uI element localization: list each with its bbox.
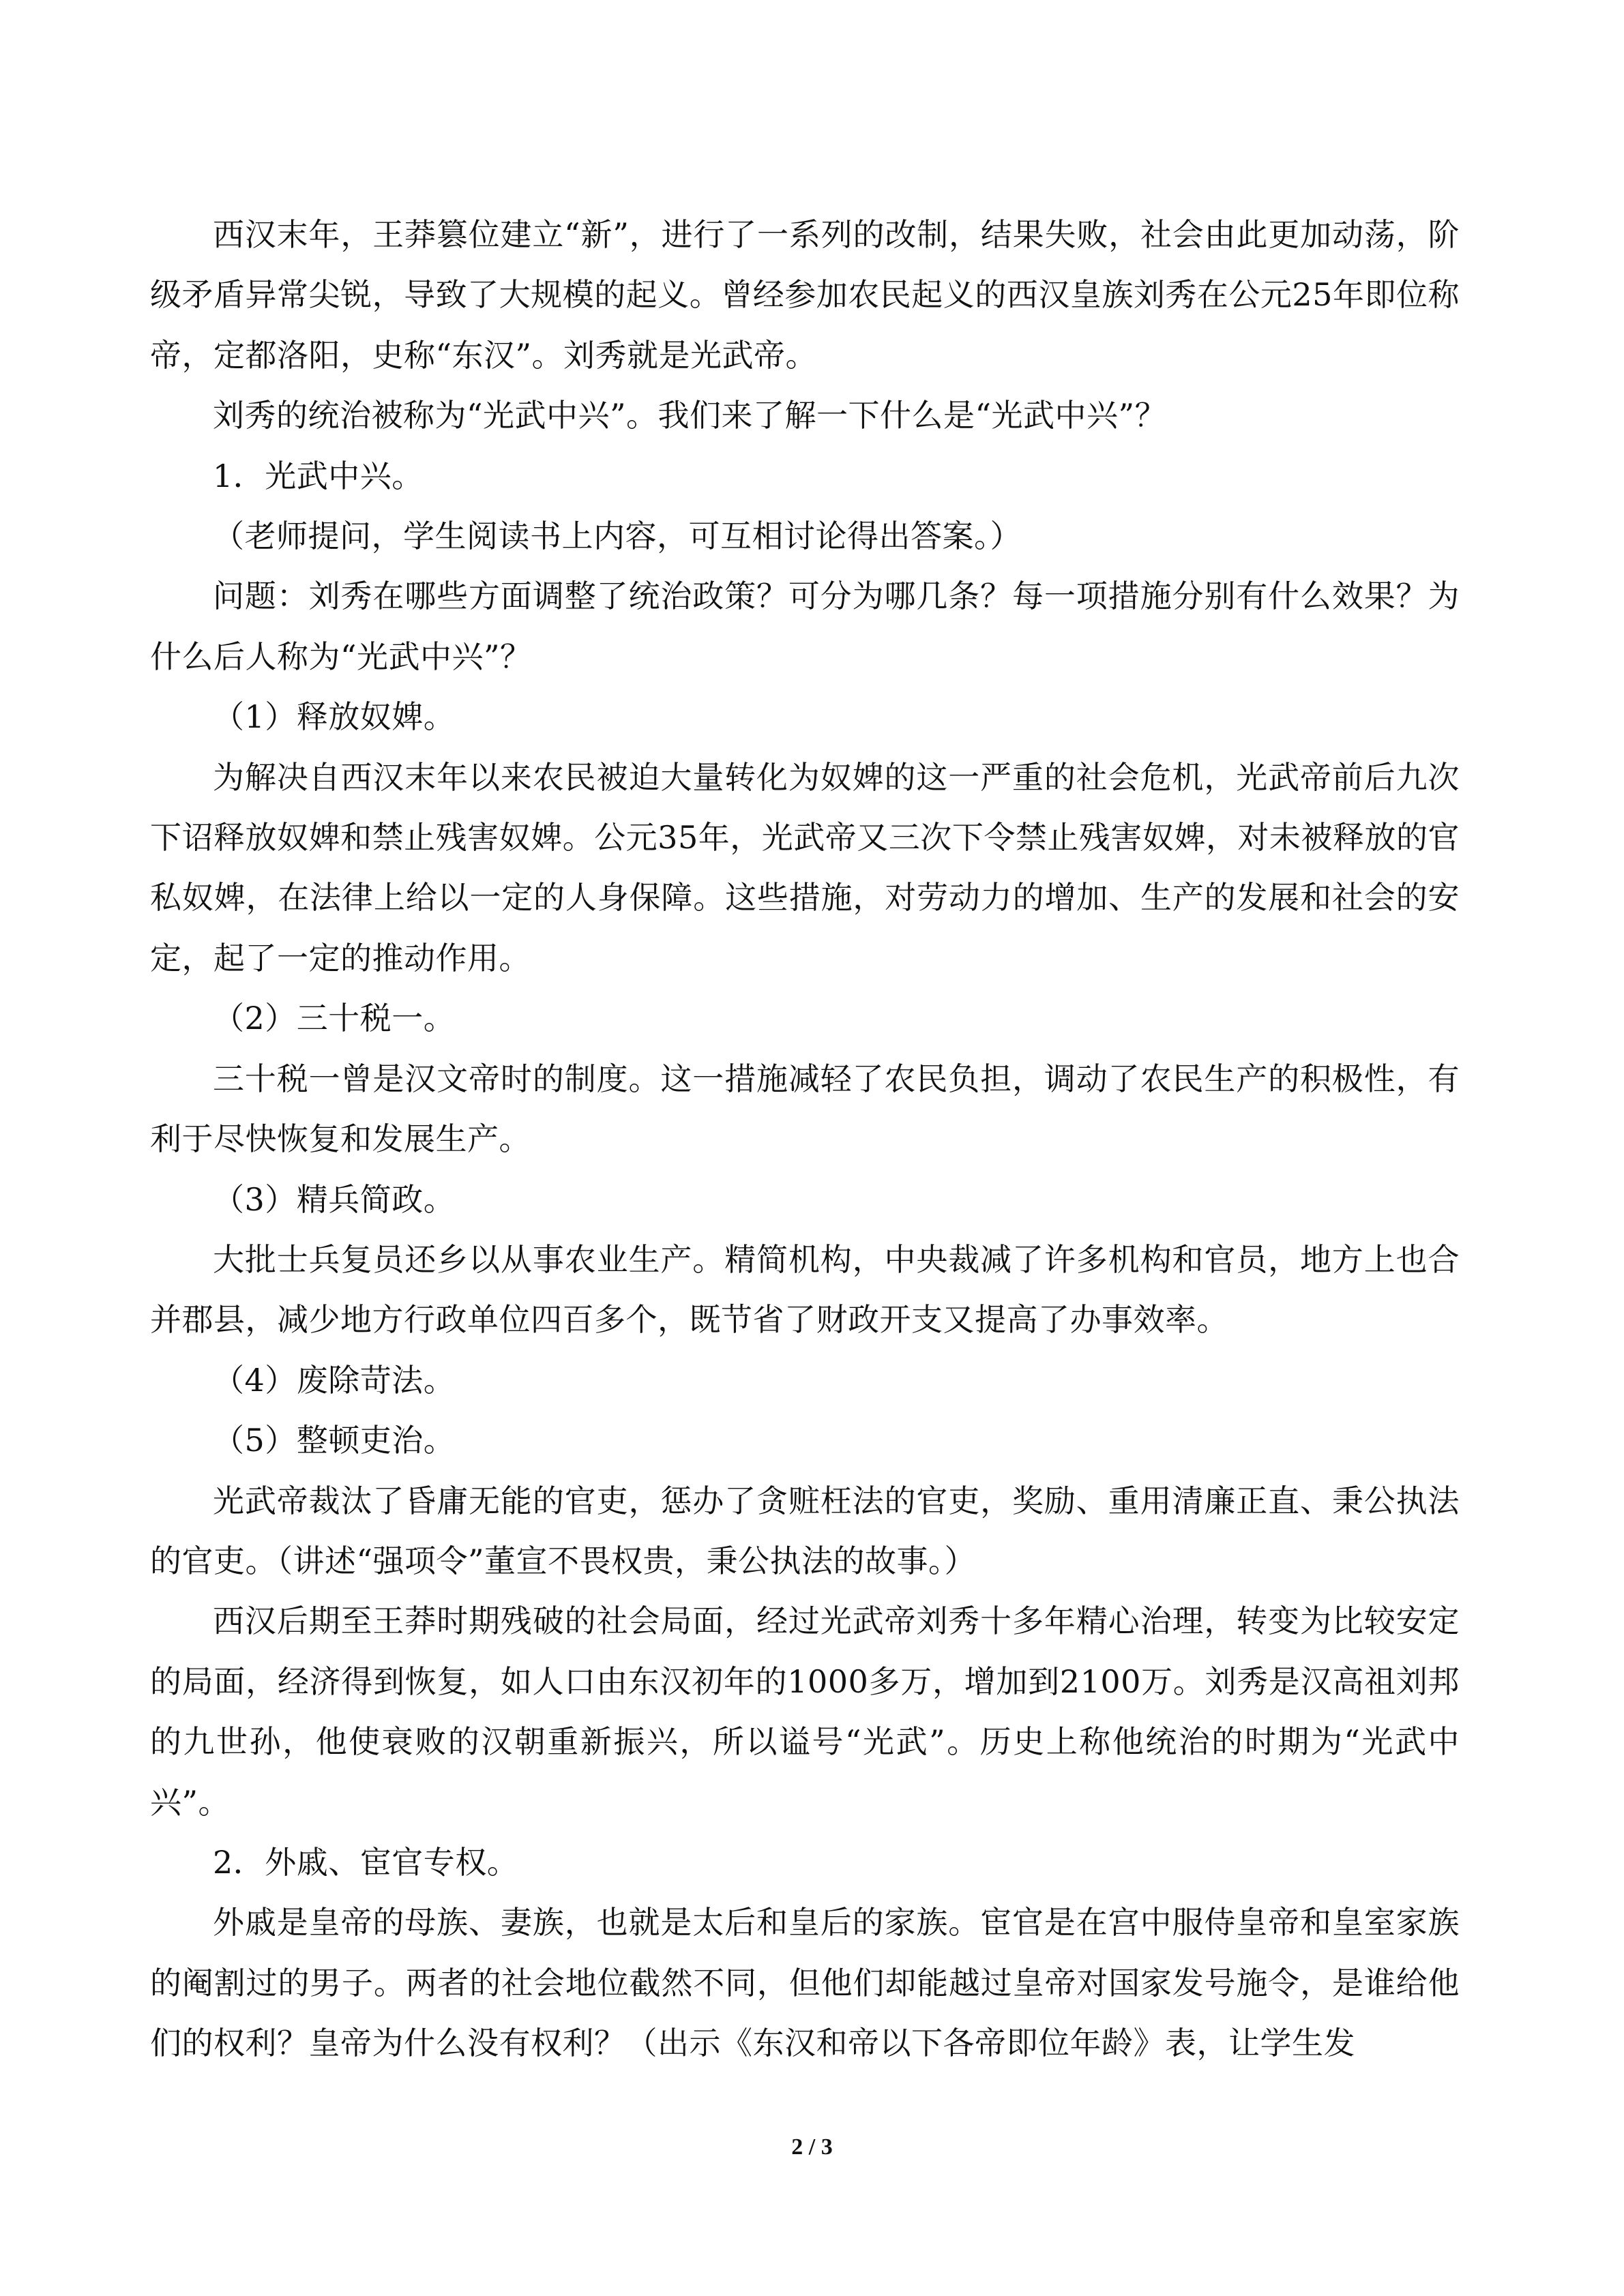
- subheading-1: （1）释放奴婢。: [213, 698, 456, 736]
- paragraph-intro: 西汉末年，王莽篡位建立“新”，进行了一系列的改制，结果失败，社会由此更加动荡，阶级矛盾异常尖锐，导致了大规模的起义。曾经参加农民起义的西汉皇族刘秀在公元25年即位称帝，定都洛阳，史称“东汉”。刘秀就是光武帝。: [150, 216, 1460, 374]
- body-text: [150, 205, 1460, 2074]
- paragraph-eunuchs: 外戚是皇帝的母族、妻族，也就是太后和皇后的家族。宦官是在宫中服侍皇帝和皇室家族的阉割过的男子。两者的社会地位截然不同，但他们却能越过皇帝对国家发号施令，是谁给他们的权利？皇帝为什么没有权利？（出示《东汉和帝以下各帝即位年龄》表，让学生发: [150, 1904, 1460, 2062]
- paragraph-slaves: 为解决自西汉末年以来农民被迫大量转化为奴婢的这一严重的社会危机，光武帝前后九次下诏释放奴婢和禁止残害奴婢。公元35年，光武帝又三次下令禁止残害奴婢，对未被释放的官私奴婢，在法律上给以一定的人身保障。这些措施，对劳动力的增加、生产的发展和社会的安定，起了一定的推动作用。: [150, 758, 1460, 976]
- section-heading-2: 2．外戚、宦官专权。: [213, 1843, 519, 1881]
- subheading-2: （2）三十税一。: [213, 1000, 456, 1037]
- subheading-5: （5）整顿吏治。: [213, 1422, 456, 1459]
- paragraph-tax: 三十税一曾是汉文帝时的制度。这一措施减轻了农民负担，调动了农民生产的积极性，有利于尽快恢复和发展生产。: [150, 1060, 1460, 1158]
- section-heading-1: 1．光武中兴。: [213, 457, 424, 494]
- paragraph-officials: 光武帝裁汰了昏庸无能的官吏，惩办了贪赃枉法的官吏，奖励、重用清廉正直、秉公执法的官吏。（讲述“强项令”董宣不畏权贵，秉公执法的故事。）: [150, 1482, 1460, 1579]
- subheading-3: （3）精兵简政。: [213, 1180, 456, 1218]
- teacher-note: （老师提问，学生阅读书上内容，可互相讨论得出答案。）: [213, 518, 1022, 555]
- paragraph-question-intro: 刘秀的统治被称为“光武中兴”。我们来了解一下什么是“光武中兴”？: [213, 397, 1167, 434]
- paragraph-army: 大批士兵复员还乡以从事农业生产。精简机构，中央裁减了许多机构和官员，地方上也合并郡县，减少地方行政单位四百多个，既节省了财政开支又提高了办事效率。: [150, 1240, 1460, 1339]
- paragraph-questions: 问题：刘秀在哪些方面调整了统治政策？可分为哪几条？每一项措施分别有什么效果？为什么后人称为“光武中兴”？: [150, 578, 1460, 675]
- paragraph-summary: 西汉后期至王莽时期残破的社会局面，经过光武帝刘秀十多年精心治理，转变为比较安定的局面，经济得到恢复，如人口由东汉初年的1000多万，增加到2100万。刘秀是汉高祖刘邦的九世孙，他使衰败的汉朝重新振兴，所以谥号“光武”。历史上称他统治的时期为“光武中兴”。: [150, 1602, 1460, 1821]
- subheading-4: （4）废除苛法。: [213, 1361, 456, 1399]
- page-number: 2 / 3: [791, 2134, 833, 2160]
